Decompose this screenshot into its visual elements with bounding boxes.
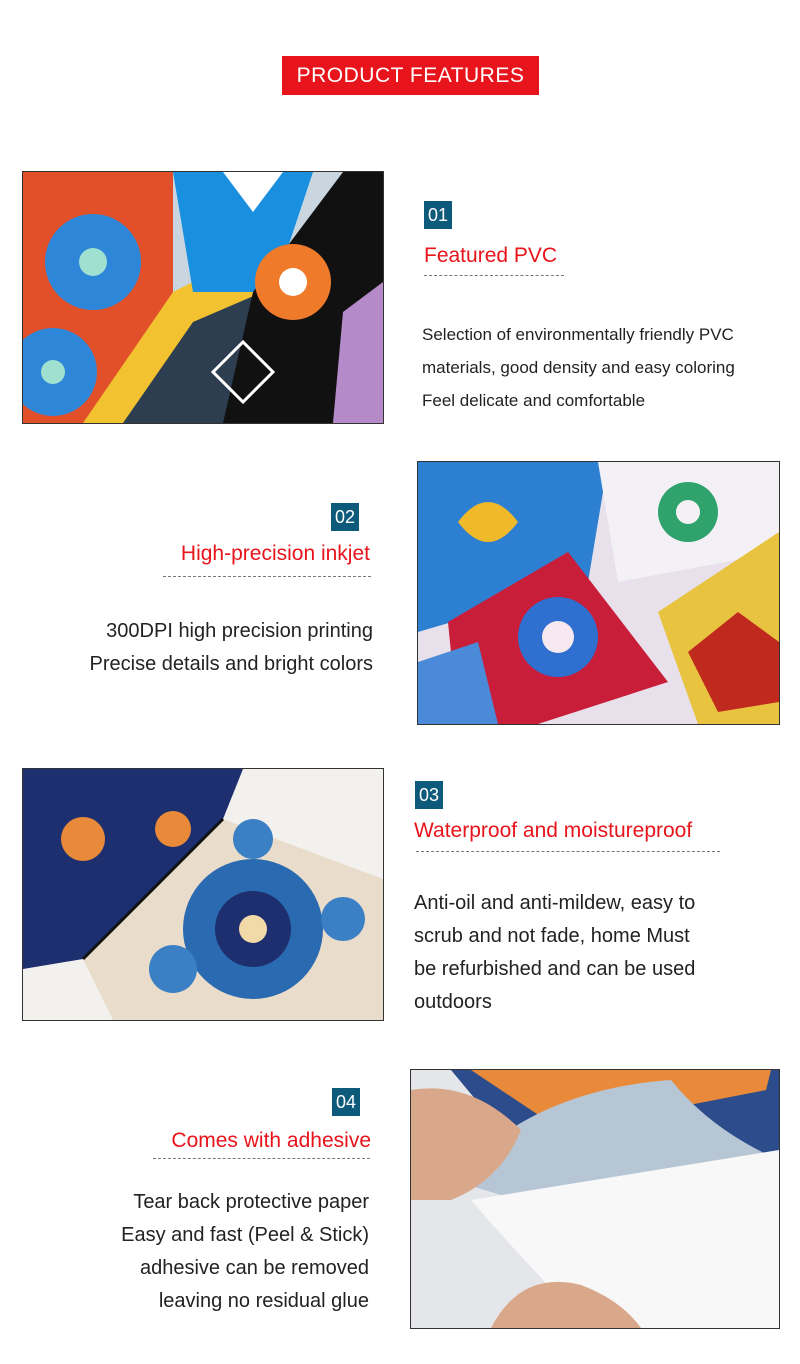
title-underline — [424, 275, 564, 276]
feature-number-01: 01 — [424, 201, 452, 229]
peel-adhesive-photo — [410, 1069, 780, 1329]
inkjet-tiles-photo — [417, 461, 780, 725]
feature-description-waterproof: Anti-oil and anti-mildew, easy to scrub and not fade, home Must be refurbished and can be used outdoors — [414, 892, 696, 1013]
title-underline — [163, 576, 371, 577]
product-features-banner: PRODUCT FEATURES — [282, 56, 539, 95]
feature-number-03: 03 — [415, 781, 443, 809]
feature-description-pvc: Selection of environmentally friendly PVC materials, good density and easy coloring Feel delicate and comfortable — [422, 325, 735, 410]
title-underline — [153, 1158, 370, 1159]
waterproof-tile-photo — [22, 768, 384, 1021]
feature-title-adhesive: Comes with adhesive — [171, 1129, 371, 1152]
feature-title-pvc: Featured PVC — [424, 244, 558, 267]
feature-number-04: 04 — [332, 1088, 360, 1116]
feature-number-02: 02 — [331, 503, 359, 531]
feature-description-inkjet: 300DPI high precision printing Precise details and bright colors — [89, 620, 373, 675]
feature-title-inkjet: High-precision inkjet — [180, 542, 370, 565]
feature-description-adhesive: Tear back protective paper Easy and fast (Peel & Stick) adhesive can be removed leaving no residual glue — [121, 1191, 369, 1312]
pvc-rolls-photo — [22, 171, 384, 424]
feature-title-waterproof: Waterproof and moistureproof — [414, 819, 693, 842]
title-underline — [416, 851, 720, 852]
